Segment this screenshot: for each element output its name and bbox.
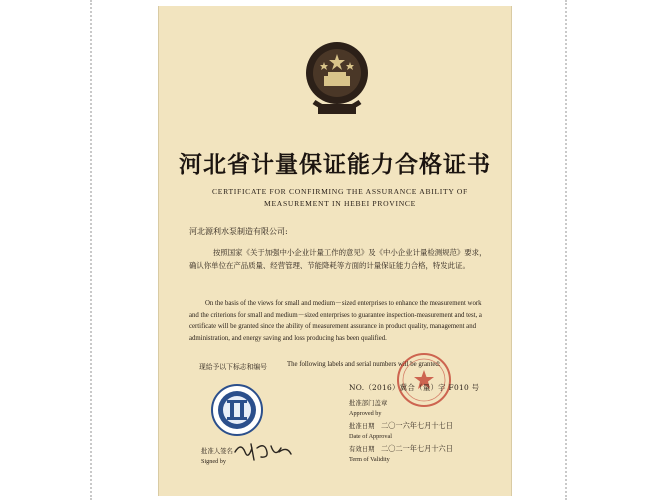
scan-edge-left xyxy=(90,0,94,500)
approved-by-label-en: Approved by xyxy=(349,410,382,417)
certificate-title-en xyxy=(189,186,491,210)
grant-label-en: The following labels and serial numbers will be granted: xyxy=(287,361,441,368)
approval-date-value: 二〇一六年七月十七日 xyxy=(381,421,453,430)
validity-date-value: 二〇二一年七月十六日 xyxy=(381,444,453,453)
certificate-title-cn: 河北省计量保证能力合格证书 xyxy=(179,152,491,178)
certificate-paper xyxy=(158,6,512,496)
scan-edge-right xyxy=(565,0,569,500)
approver-signature-label-cn: 批准人签名 xyxy=(201,447,233,455)
grant-label-cn: 现給予以下标志和编号 xyxy=(199,363,267,371)
title-en-line1: CERTIFICATE FOR CONFIRMING THE ASSURANCE ABILITY OF xyxy=(212,187,468,196)
approval-dept-label-cn: 批准部门盖章 xyxy=(349,399,388,407)
certificate-number: NO.（2016）冀合（量）字 F010 号 xyxy=(349,383,480,392)
body-text-en: On the basis of the views for small and medium－sized enterprises to enhance the measurement work and the criterions for small and medium－sized enterprises to guarantee inspection-measurement and test, a certificate will be granted since the ability of measurement assurance in product quality, management and administration, and energy saving and loss producing has been qualified. xyxy=(189,300,482,342)
date-of-approval-label-en: Date of Approval xyxy=(349,433,392,440)
body-text-cn: 按照国家《关于加强中小企业计量工作的意见》及《中小企业计量检测规范》要求，确认你单位在产品质量、经营管理、节能降耗等方面的计量保证能力合格，特发此证。 xyxy=(189,248,487,270)
official-red-seal-icon xyxy=(396,352,452,408)
signed-by-label-en: Signed by xyxy=(201,458,226,465)
term-of-validity-label-en: Term of Validity xyxy=(349,456,390,463)
approval-date-label-cn: 批准日期 xyxy=(349,422,375,430)
validity-date-label-cn: 有效日期 xyxy=(349,445,375,453)
handwritten-signature-icon xyxy=(231,438,295,464)
measurement-assurance-logo-icon xyxy=(211,384,263,436)
addressee: 河北源利水泵制造有限公司: xyxy=(189,227,288,236)
national-emblem-icon xyxy=(304,38,370,120)
title-en-line2: MEASUREMENT IN HEBEI PROVINCE xyxy=(264,199,416,208)
